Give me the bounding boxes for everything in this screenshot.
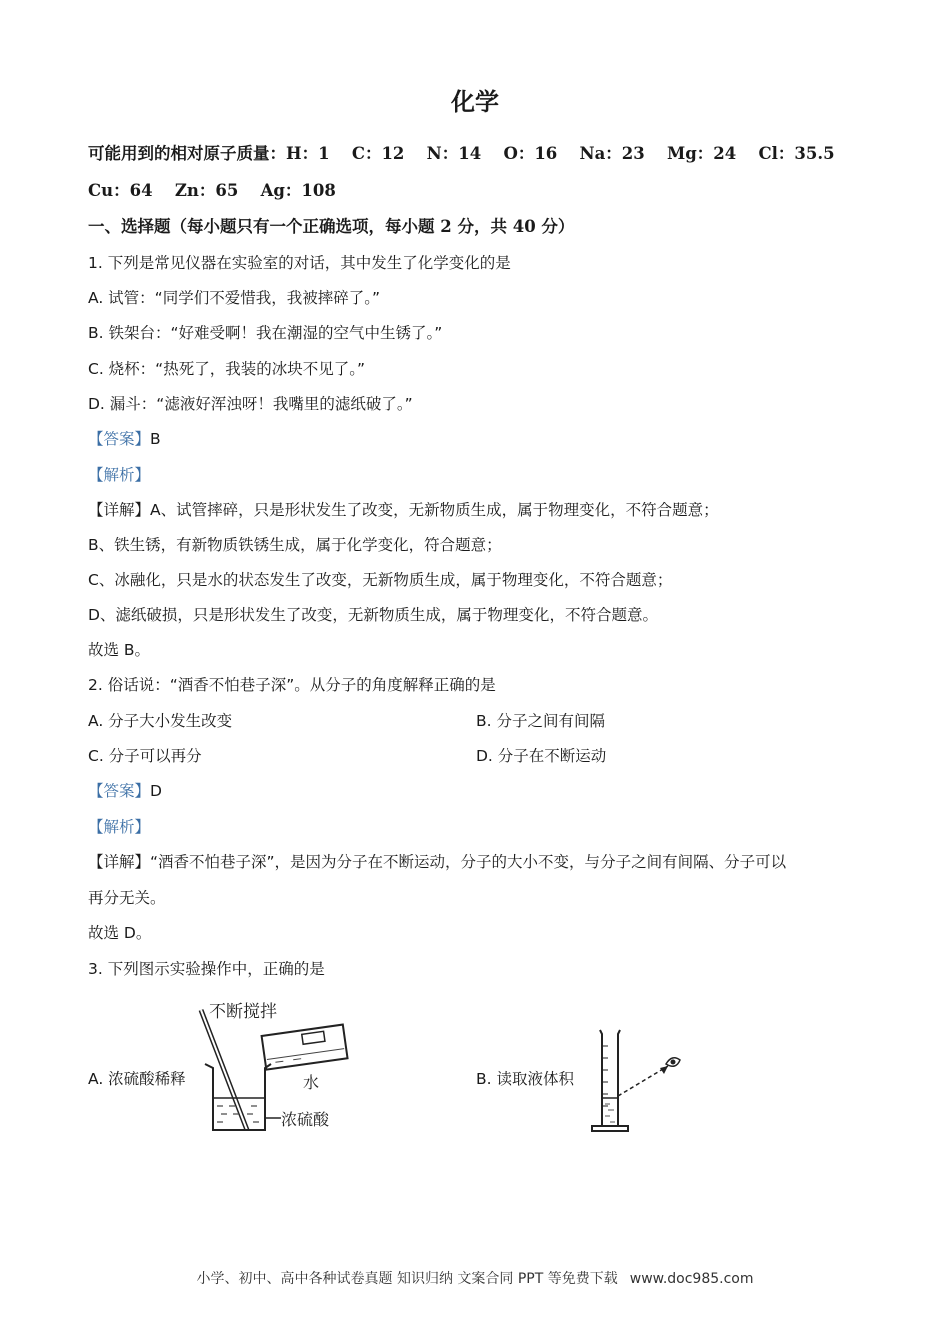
q1-option-b: B. 铁架台：“好难受啊！我在潮湿的空气中生锈了。”: [88, 324, 443, 342]
q3-option-a: A. 浓硫酸稀释: [88, 1070, 186, 1088]
atomic-masses-line-1: 可能用到的相对原子质量：H：1 C：12 N：14 O：16 Na：23 Mg：24 Cl：35.5: [88, 144, 835, 163]
eye-icon: [666, 1058, 680, 1067]
q1-answer: [88, 427, 161, 449]
atomic-masses-line-2: Cu：64 Zn：65 Ag：108: [88, 181, 336, 200]
q2-conclusion: 故选 D。: [88, 924, 152, 942]
q3-option-b: B. 读取液体积: [476, 1070, 574, 1088]
beaker: [205, 1064, 271, 1130]
q1-conclusion: 故选 B。: [88, 641, 151, 659]
answer-value: D: [150, 782, 162, 800]
water-label: 水: [303, 1073, 320, 1092]
figure-graduated-cylinder: [588, 1028, 688, 1138]
section-heading: 一、选择题（每小题只有一个正确选项，每小题 2 分，共 40 分）: [88, 217, 575, 236]
footer: [0, 1268, 950, 1288]
acid-label: 浓硫酸: [281, 1110, 330, 1129]
sight-line: [618, 1066, 668, 1096]
q2-stem: 2. 俗话说：“酒香不怕巷子深”。从分子的角度解释正确的是: [88, 676, 496, 694]
page-title: 化学: [451, 87, 499, 116]
q2-detail-1: 【详解】“酒香不怕巷子深”，是因为分子在不断运动，分子的大小不变，与分子之间有间隔、分子可以: [88, 853, 787, 871]
q1-analysis-label: 【解析】: [88, 466, 151, 484]
q2-analysis-label: 【解析】: [88, 818, 151, 836]
footer-text: 小学、初中、高中各种试卷真题 知识归纳 文案合同 PPT 等免费下载: [196, 1271, 618, 1287]
q2-option-b: B. 分子之间有间隔: [476, 712, 605, 730]
answer-label: 【答案】: [88, 782, 151, 800]
q2-answer: [88, 779, 162, 801]
q1-option-c: C. 烧杯：“热死了，我装的冰块不见了。”: [88, 360, 365, 378]
q1-detail-4: D、滤纸破损，只是形状发生了改变，无新物质生成，属于物理变化，不符合题意。: [88, 606, 658, 624]
answer-label: 【答案】: [88, 430, 151, 448]
q2-option-d: D. 分子在不断运动: [476, 747, 607, 765]
q1-detail-1: 【详解】A、试管摔碎，只是形状发生了改变，无新物质生成，属于物理变化，不符合题意；: [88, 501, 719, 519]
q1-detail-3: C、冰融化，只是水的状态发生了改变，无新物质生成，属于物理变化，不符合题意；: [88, 571, 673, 589]
stir-label: 不断搅拌: [209, 1002, 277, 1022]
q1-option-d: D. 漏斗：“滤液好浑浊呀！我嘴里的滤纸破了。”: [88, 395, 413, 413]
q1-detail-2: B、铁生锈，有新物质铁锈生成，属于化学变化，符合题意；: [88, 536, 502, 554]
q2-detail-2: 再分无关。: [88, 889, 166, 907]
q2-option-c: C. 分子可以再分: [88, 747, 202, 765]
cylinder-body: [600, 1030, 620, 1126]
answer-value: B: [150, 430, 161, 448]
figure-acid-dilution: [195, 998, 355, 1138]
q2-option-a: A. 分子大小发生改变: [88, 712, 233, 730]
footer-url[interactable]: www.doc985.com: [629, 1271, 754, 1287]
q3-stem: 3. 下列图示实验操作中，正确的是: [88, 960, 325, 978]
q1-stem: 1. 下列是常见仪器在实验室的对话，其中发生了化学变化的是: [88, 254, 511, 272]
q1-option-a: A. 试管：“同学们不爱惜我，我被摔碎了。”: [88, 289, 380, 307]
pouring-container: [262, 1025, 348, 1070]
cylinder-base: [592, 1126, 628, 1131]
